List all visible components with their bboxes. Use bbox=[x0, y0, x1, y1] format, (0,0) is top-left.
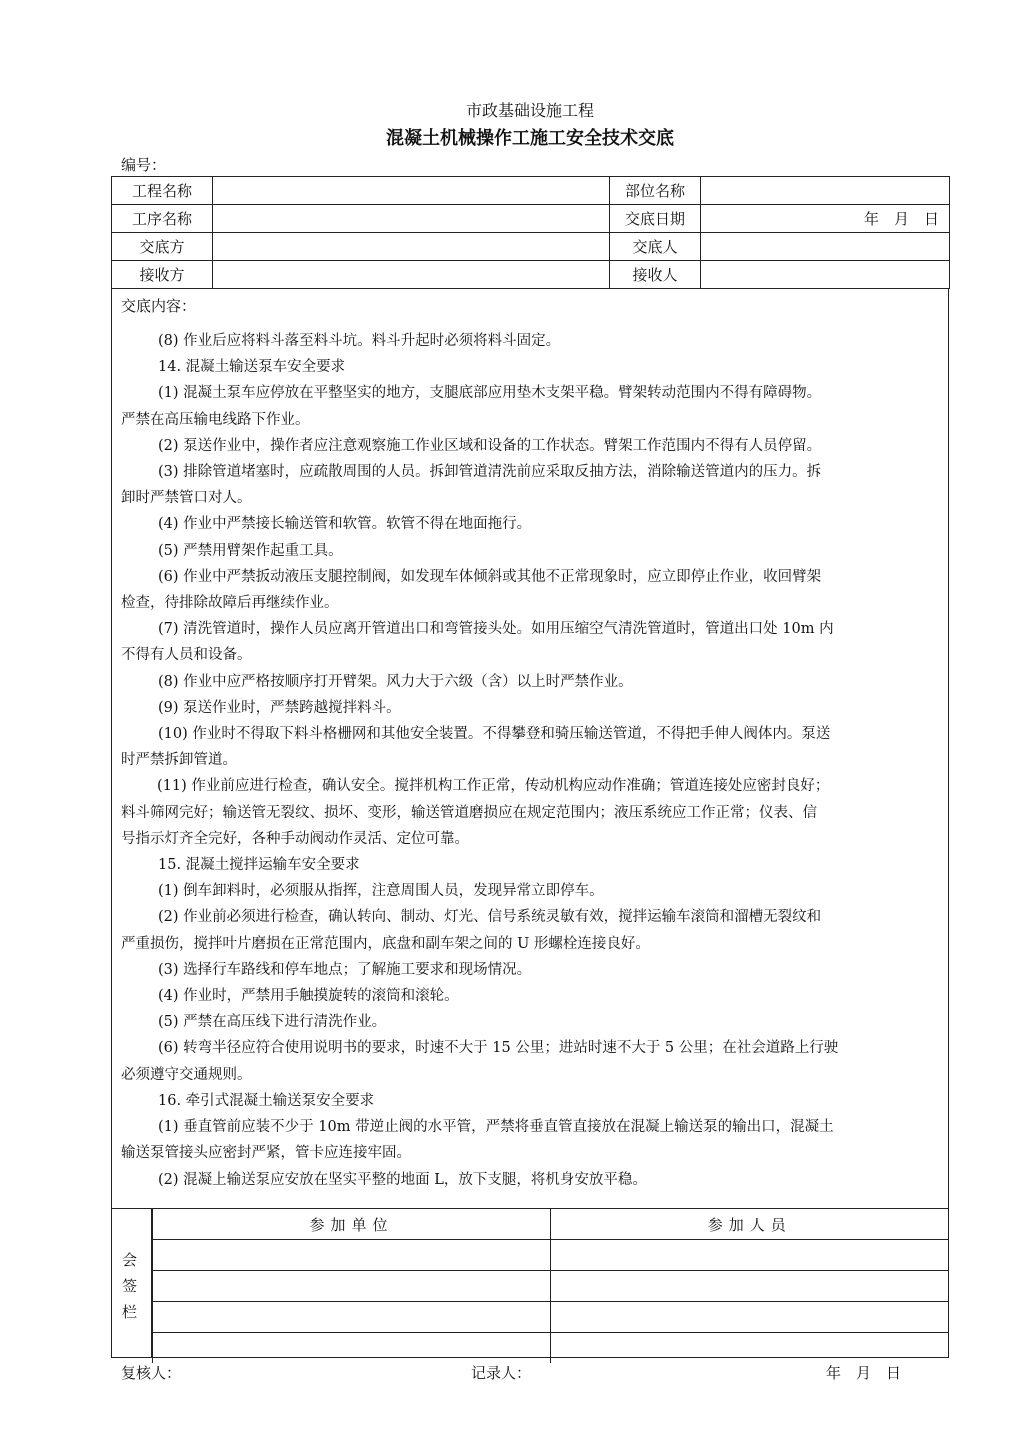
content-line: (2) 泵送作业中，操作者应注意观察施工作业区域和设备的工作状态。臂架工作范围内不得有人员停留。 bbox=[158, 437, 822, 454]
content-line: (5) 严禁用臂架作起重工具。 bbox=[158, 542, 343, 559]
signature-side-char: 会 bbox=[122, 1251, 138, 1269]
content-line: (1) 倒车卸料时，必须服从指挥，注意周围人员，发现异常立即停车。 bbox=[158, 883, 604, 900]
table-row bbox=[153, 1271, 949, 1302]
content-line: 必须遵守交通规则。 bbox=[121, 1066, 252, 1083]
content-line: 检查，待排除故障后再继续作业。 bbox=[121, 595, 339, 612]
signature-side-char: 签 bbox=[122, 1277, 138, 1295]
document-subtitle: 市政基础设施工程 bbox=[465, 101, 594, 120]
unit-cell[interactable] bbox=[153, 1333, 551, 1364]
person-cell[interactable] bbox=[551, 1302, 949, 1333]
signature-side-char: 栏 bbox=[122, 1303, 138, 1321]
unit-cell[interactable] bbox=[153, 1302, 551, 1333]
unit-cell[interactable] bbox=[153, 1271, 551, 1302]
content-line: (10) 作业时不得取下料斗格栅网和其他安全装置。不得攀登和骑压输送管道，不得把手伸人阀体内。泵送 bbox=[158, 726, 831, 743]
content-line: (7) 清洗管道时，操作人员应离开管道出口和弯管接头处。如用压缩空气清洗管道时，管道出口处 10m 内 bbox=[158, 621, 834, 638]
content-line: (3) 排除管道堵塞时，应疏散周围的人员。拆卸管道清洗前应采取反抽方法，消除输送管道内的压力。拆 bbox=[158, 464, 822, 481]
participating-person-header: 参加人员 bbox=[551, 1209, 949, 1240]
table-row bbox=[153, 1240, 949, 1271]
reviewer-label: 复核人： bbox=[121, 1364, 182, 1382]
discloser-label: 交底方 bbox=[112, 233, 213, 261]
content-line: (8) 作业后应将料斗落至料斗坑。料斗升起时必须将料斗固定。 bbox=[158, 333, 561, 349]
content-line: 时严禁拆卸管道。 bbox=[121, 752, 237, 769]
receiver-label: 接收方 bbox=[112, 261, 213, 289]
content-line: (3) 选择行车路线和停车地点；了解施工要求和现场情况。 bbox=[158, 961, 532, 978]
content-line: (5) 严禁在高压线下进行清洗作业。 bbox=[158, 1014, 387, 1031]
content-line: (1) 混凝土泵车应停放在平整坚实的地方，支腿底部应用垫木支架平稳。臂架转动范围内不得有障碍物。 bbox=[158, 385, 822, 402]
content-line: 卸时严禁管口对人。 bbox=[121, 490, 252, 507]
part-name-label: 部位名称 bbox=[610, 177, 701, 205]
content-line: (6) 作业中严禁扳动液压支腿控制阀，如发现车体倾斜或其他不正常现象时，应立即停止作业，收回臂架 bbox=[158, 568, 822, 585]
content-section bbox=[111, 289, 949, 1209]
part-name-field[interactable] bbox=[701, 177, 950, 205]
signature-section bbox=[111, 1208, 949, 1358]
discloser-field[interactable] bbox=[213, 233, 610, 261]
content-line: (6) 转弯半径应符合使用说明书的要求，时速不大于 15 公里；进站时速不大于 5 公里；在社会道路上行驶 bbox=[158, 1040, 839, 1057]
serial-number-label: 编号： bbox=[121, 156, 167, 174]
content-line: (11) 作业前应进行检查，确认安全。搅拌机构工作正常，传动机构应动作准确；管道连接处应密封良好； bbox=[157, 778, 830, 795]
person-cell[interactable] bbox=[551, 1240, 949, 1271]
discloser-person-label: 交底人 bbox=[610, 233, 701, 261]
content-line: (2) 作业前必须进行检查，确认转向、制动、灯光、信号系统灵敏有效，搅拌运输车滚筒和溜槽无裂纹和 bbox=[158, 909, 822, 926]
content-body bbox=[121, 328, 941, 1193]
content-line: 14. 混凝土输送泵车安全要求 bbox=[158, 359, 346, 376]
project-name-field[interactable] bbox=[213, 177, 610, 205]
person-cell[interactable] bbox=[551, 1333, 949, 1364]
table-row bbox=[112, 233, 950, 261]
content-line: 严重损伤，搅拌叶片磨损在正常范围内，底盘和副车架之间的 U 形螺栓连接良好。 bbox=[121, 935, 650, 952]
signature-side-label bbox=[112, 1209, 152, 1357]
process-name-label: 工序名称 bbox=[112, 205, 213, 233]
table-row bbox=[153, 1209, 949, 1240]
recorder-label: 记录人： bbox=[471, 1364, 532, 1382]
content-line: 严禁在高压输电线路下作业。 bbox=[121, 411, 310, 428]
receiver-field[interactable] bbox=[213, 261, 610, 289]
footer-date: 年 月 日 bbox=[826, 1364, 902, 1382]
content-line: (4) 作业时，严禁用手触摸旋转的滚筒和滚轮。 bbox=[158, 988, 459, 1005]
date-field[interactable]: 年 月 日 bbox=[701, 205, 950, 233]
unit-cell[interactable] bbox=[153, 1240, 551, 1271]
table-row bbox=[112, 205, 950, 233]
process-name-field[interactable] bbox=[213, 205, 610, 233]
content-line: 16. 牵引式混凝土输送泵安全要求 bbox=[158, 1092, 375, 1109]
content-line: 输送泵管接头应密封严紧，管卡应连接牢固。 bbox=[121, 1145, 411, 1162]
participating-unit-header: 参加单位 bbox=[153, 1209, 551, 1240]
discloser-person-field[interactable] bbox=[701, 233, 950, 261]
table-row bbox=[153, 1333, 949, 1364]
content-label: 交底内容： bbox=[121, 297, 197, 315]
table-row bbox=[112, 261, 950, 289]
content-line: (8) 作业中应严格按顺序打开臂架。风力大于六级（含）以上时严禁作业。 bbox=[158, 673, 633, 690]
content-line: (4) 作业中严禁接长输送管和软管。软管不得在地面拖行。 bbox=[158, 516, 532, 533]
content-line: 料斗筛网完好；输送管无裂纹、损坏、变形，输送管道磨损应在规定范围内；液压系统应工作正常；仪表、信 bbox=[121, 804, 817, 821]
content-line: 15. 混凝土搅拌运输车安全要求 bbox=[158, 857, 360, 874]
date-label: 交底日期 bbox=[610, 205, 701, 233]
receiver-person-label: 接收人 bbox=[610, 261, 701, 289]
person-cell[interactable] bbox=[551, 1271, 949, 1302]
content-line: (2) 混凝上输送泵应安放在坚实平整的地面 L，放下支腿，将机身安放平稳。 bbox=[158, 1171, 647, 1188]
content-line: (9) 泵送作业时，严禁跨越搅拌料斗。 bbox=[158, 699, 401, 716]
document-title: 混凝土机械操作工施工安全技术交底 bbox=[386, 128, 674, 149]
table-row bbox=[153, 1302, 949, 1333]
signature-table bbox=[152, 1209, 949, 1363]
info-table bbox=[111, 176, 950, 289]
receiver-person-field[interactable] bbox=[701, 261, 950, 289]
table-row bbox=[112, 177, 950, 205]
content-line: 号指示灯齐全完好，各种手动阀动作灵活、定位可靠。 bbox=[121, 830, 469, 847]
content-line: 不得有人员和设备。 bbox=[121, 647, 252, 664]
project-name-label: 工程名称 bbox=[112, 177, 213, 205]
content-line: (1) 垂直管前应装不少于 10m 带逆止阀的水平管，严禁将垂直管直接放在混凝上输送泵的输出口，混凝土 bbox=[158, 1119, 834, 1136]
